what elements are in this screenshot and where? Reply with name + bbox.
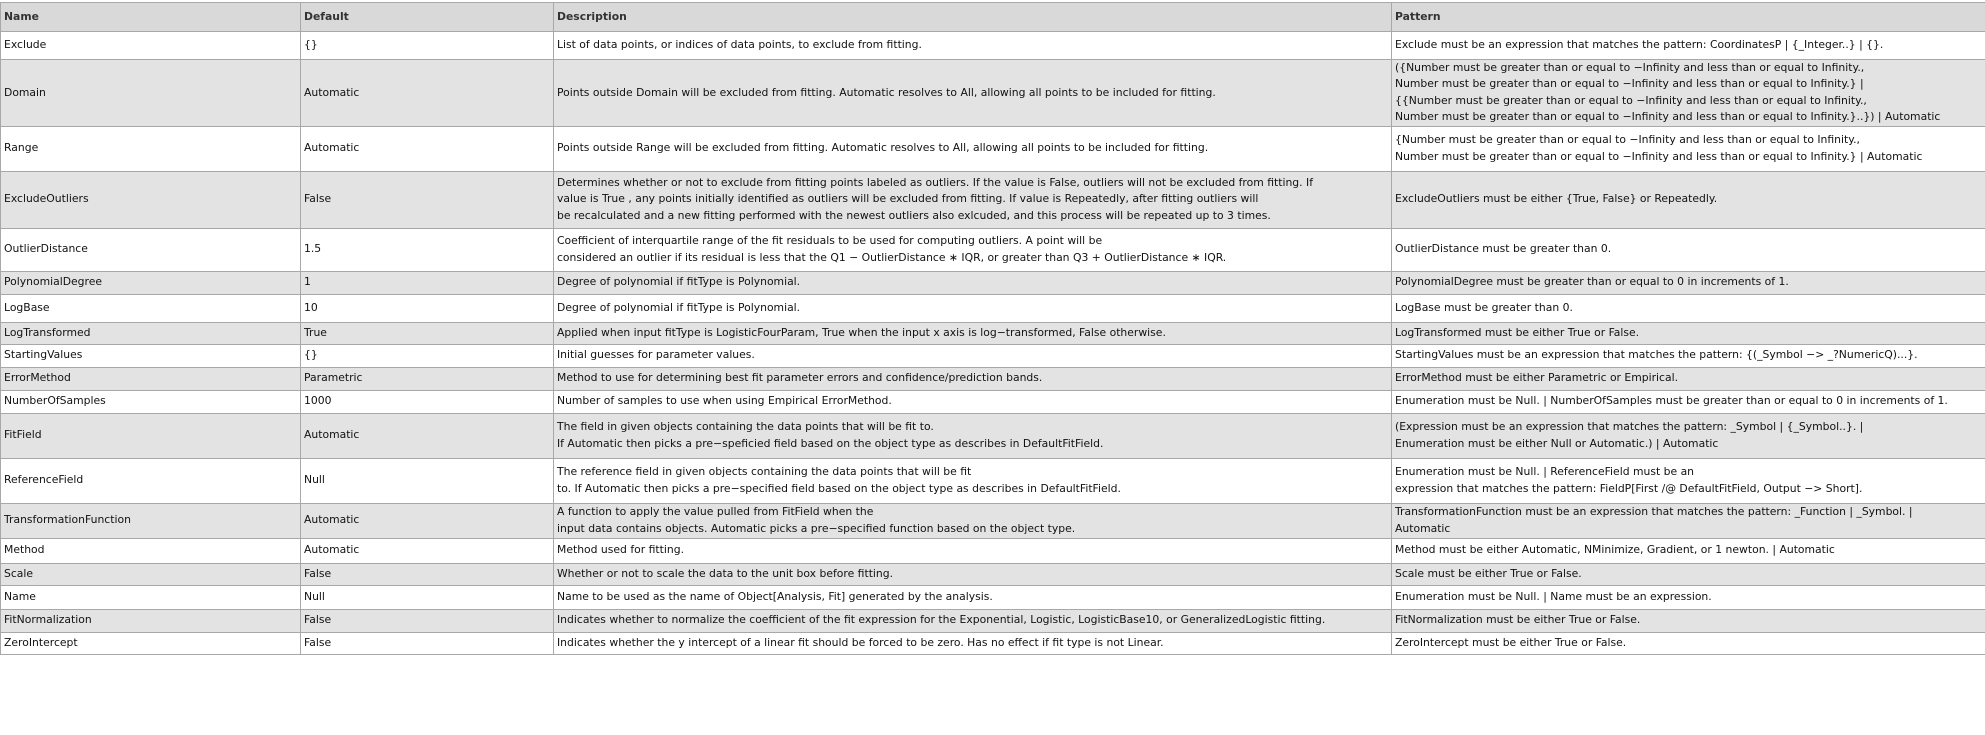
table-row xyxy=(1,585,1985,609)
description-cell: Initial guesses for parameter values. xyxy=(554,344,1392,367)
pattern-cell: Enumeration must be Null. | Name must be an expression. xyxy=(1392,585,1985,609)
default-value-cell: False xyxy=(301,632,554,654)
table-row xyxy=(1,367,1985,390)
table-row xyxy=(1,60,1985,127)
pattern-cell: LogTransformed must be either True or False. xyxy=(1392,322,1985,344)
default-value-cell: 10 xyxy=(301,294,554,322)
option-name-cell: ZeroIntercept xyxy=(1,632,301,654)
option-name-cell: Domain xyxy=(1,60,301,127)
default-value-cell: Parametric xyxy=(301,367,554,390)
table-row xyxy=(1,413,1985,458)
table-row xyxy=(1,171,1985,228)
option-name-cell: ErrorMethod xyxy=(1,367,301,390)
pattern-cell: FitNormalization must be either True or False. xyxy=(1392,609,1985,632)
pattern-cell: {Number must be greater than or equal to −Infinity and less than or equal to Infinity., Number must be greater than or equal to −Infinity and less than or equal to Infinity.} | Automatic xyxy=(1392,126,1985,171)
header-name: Name xyxy=(1,3,301,32)
option-name-cell: TransformationFunction xyxy=(1,503,301,538)
description-cell: Points outside Range will be excluded from fitting. Automatic resolves to All, allowing all points to be included for fitting. xyxy=(554,126,1392,171)
option-name-cell: OutlierDistance xyxy=(1,228,301,271)
table-row xyxy=(1,271,1985,294)
option-name-cell: ReferenceField xyxy=(1,458,301,503)
pattern-cell: OutlierDistance must be greater than 0. xyxy=(1392,228,1985,271)
default-value-cell: False xyxy=(301,171,554,228)
description-cell: Method used for fitting. xyxy=(554,538,1392,563)
description-cell: Determines whether or not to exclude from fitting points labeled as outliers. If the value is False, outliers will not be excluded from fitting. If value is True , any points initially identified as outliers will be excluded from fitting. If value is Repeatedly, after fitting outliers will be recalculated and a new fitting performed with the newest outliers also exlcuded, and this process will be repeated up to 3 times. xyxy=(554,171,1392,228)
option-name-cell: PolynomialDegree xyxy=(1,271,301,294)
default-value-cell: {} xyxy=(301,344,554,367)
description-cell: A function to apply the value pulled from FitField when the input data contains objects. Automatic picks a pre−specified function based on the object type. xyxy=(554,503,1392,538)
option-name-cell: FitNormalization xyxy=(1,609,301,632)
default-value-cell: Null xyxy=(301,585,554,609)
pattern-cell: (Expression must be an expression that matches the pattern: _Symbol | {_Symbol..}. | Enumeration must be either Null or Automatic.) | Automatic xyxy=(1392,413,1985,458)
table-row xyxy=(1,32,1985,60)
default-value-cell: Null xyxy=(301,458,554,503)
pattern-cell: PolynomialDegree must be greater than or equal to 0 in increments of 1. xyxy=(1392,271,1985,294)
option-name-cell: Exclude xyxy=(1,32,301,60)
option-name-cell: Scale xyxy=(1,563,301,585)
description-cell: Applied when input fitType is LogisticFourParam, True when the input x axis is log−transformed, False otherwise. xyxy=(554,322,1392,344)
description-cell: Points outside Domain will be excluded from fitting. Automatic resolves to All, allowing all points to be included for fitting. xyxy=(554,60,1392,127)
header-row xyxy=(1,3,1985,32)
options-table xyxy=(0,2,1985,655)
pattern-cell: ({Number must be greater than or equal to −Infinity and less than or equal to Infinity., Number must be greater than or equal to −Infinity and less than or equal to Infinity.} | {{Number must be greater than or equal to −Infinity and less than or equal to Infinity., Number must be greater than or equal to −Infinity and less than or equal to Infinity.}..}) | Automatic xyxy=(1392,60,1985,127)
table-row xyxy=(1,322,1985,344)
default-value-cell: Automatic xyxy=(301,538,554,563)
table-row xyxy=(1,228,1985,271)
table-row xyxy=(1,126,1985,171)
description-cell: Coefficient of interquartile range of the fit residuals to be used for computing outliers. A point will be considered an outlier if its residual is less that the Q1 − OutlierDistance ∗ IQR, or greater than Q3 + OutlierDistance ∗ IQR. xyxy=(554,228,1392,271)
table-row xyxy=(1,503,1985,538)
pattern-cell: StartingValues must be an expression that matches the pattern: {(_Symbol −> _?NumericQ)...}. xyxy=(1392,344,1985,367)
table-row xyxy=(1,538,1985,563)
table-row xyxy=(1,632,1985,654)
default-value-cell: False xyxy=(301,609,554,632)
table-row xyxy=(1,458,1985,503)
pattern-cell: ExcludeOutliers must be either {True, False} or Repeatedly. xyxy=(1392,171,1985,228)
default-value-cell: {} xyxy=(301,32,554,60)
default-value-cell: False xyxy=(301,563,554,585)
table-row xyxy=(1,294,1985,322)
pattern-cell: Method must be either Automatic, NMinimize, Gradient, or 1 newton. | Automatic xyxy=(1392,538,1985,563)
pattern-cell: LogBase must be greater than 0. xyxy=(1392,294,1985,322)
pattern-cell: ZeroIntercept must be either True or False. xyxy=(1392,632,1985,654)
default-value-cell: 1.5 xyxy=(301,228,554,271)
option-name-cell: LogTransformed xyxy=(1,322,301,344)
header-description: Description xyxy=(554,3,1392,32)
pattern-cell: TransformationFunction must be an expression that matches the pattern: _Function | _Symbol. | Automatic xyxy=(1392,503,1985,538)
description-cell: Indicates whether the y intercept of a linear fit should be forced to be zero. Has no effect if fit type is not Linear. xyxy=(554,632,1392,654)
default-value-cell: Automatic xyxy=(301,413,554,458)
description-cell: Name to be used as the name of Object[Analysis, Fit] generated by the analysis. xyxy=(554,585,1392,609)
pattern-cell: Enumeration must be Null. | NumberOfSamples must be greater than or equal to 0 in increments of 1. xyxy=(1392,390,1985,413)
description-cell: Whether or not to scale the data to the unit box before fitting. xyxy=(554,563,1392,585)
option-name-cell: Range xyxy=(1,126,301,171)
option-name-cell: ExcludeOutliers xyxy=(1,171,301,228)
description-cell: Degree of polynomial if fitType is Polynomial. xyxy=(554,271,1392,294)
option-name-cell: Name xyxy=(1,585,301,609)
option-name-cell: LogBase xyxy=(1,294,301,322)
default-value-cell: 1 xyxy=(301,271,554,294)
option-name-cell: Method xyxy=(1,538,301,563)
pattern-cell: Scale must be either True or False. xyxy=(1392,563,1985,585)
default-value-cell: 1000 xyxy=(301,390,554,413)
default-value-cell: Automatic xyxy=(301,60,554,127)
table-body xyxy=(1,32,1985,655)
table-row xyxy=(1,344,1985,367)
header-pattern: Pattern xyxy=(1392,3,1985,32)
pattern-cell: Exclude must be an expression that matches the pattern: CoordinatesP | {_Integer..} | {}. xyxy=(1392,32,1985,60)
description-cell: List of data points, or indices of data points, to exclude from fitting. xyxy=(554,32,1392,60)
default-value-cell: Automatic xyxy=(301,126,554,171)
option-name-cell: NumberOfSamples xyxy=(1,390,301,413)
table-row xyxy=(1,390,1985,413)
default-value-cell: Automatic xyxy=(301,503,554,538)
description-cell: The field in given objects containing the data points that will be fit to. If Automatic then picks a pre−speficied field based on the object type as describes in DefaultFitField. xyxy=(554,413,1392,458)
option-name-cell: StartingValues xyxy=(1,344,301,367)
table-row xyxy=(1,563,1985,585)
default-value-cell: True xyxy=(301,322,554,344)
pattern-cell: Enumeration must be Null. | ReferenceField must be an expression that matches the pattern: FieldP[First /@ DefaultFitField, Output −> Short]. xyxy=(1392,458,1985,503)
description-cell: Degree of polynomial if fitType is Polynomial. xyxy=(554,294,1392,322)
description-cell: Indicates whether to normalize the coefficient of the fit expression for the Exponential, Logistic, LogisticBase10, or GeneralizedLogistic fitting. xyxy=(554,609,1392,632)
table-row xyxy=(1,609,1985,632)
pattern-cell: ErrorMethod must be either Parametric or Empirical. xyxy=(1392,367,1985,390)
description-cell: The reference field in given objects containing the data points that will be fit to. If Automatic then picks a pre−specified field based on the object type as describes in DefaultFitField. xyxy=(554,458,1392,503)
description-cell: Number of samples to use when using Empirical ErrorMethod. xyxy=(554,390,1392,413)
description-cell: Method to use for determining best fit parameter errors and confidence/prediction bands. xyxy=(554,367,1392,390)
option-name-cell: FitField xyxy=(1,413,301,458)
header-default: Default xyxy=(301,3,554,32)
